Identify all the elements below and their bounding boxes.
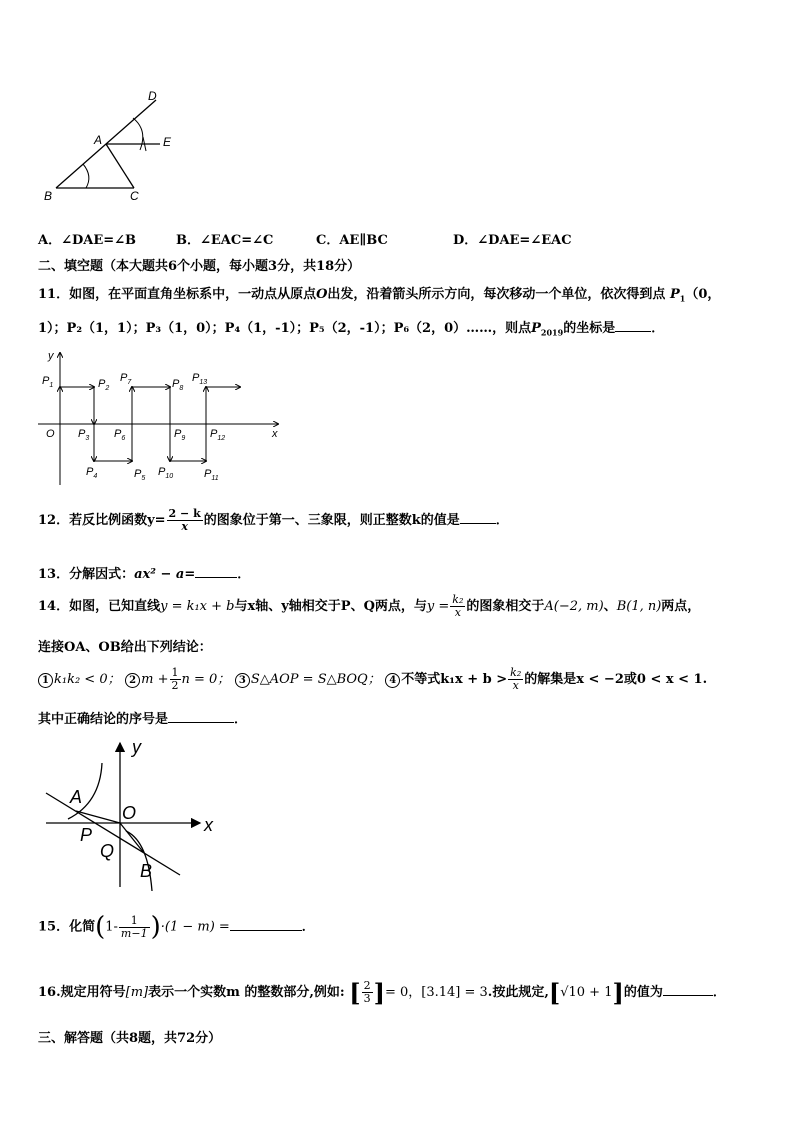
q15-num: 1	[119, 915, 150, 928]
conclusion-4-num: k₂	[510, 666, 522, 679]
hyp-label-y: y	[132, 737, 141, 757]
q11-answer-blank	[615, 319, 651, 332]
q11-line2	[38, 317, 664, 338]
q14-line2: 连接OA、OB给出下列结论：	[38, 640, 212, 655]
q14-text-a: 14．如图，已知直线	[38, 599, 161, 614]
hyp-label-x: x	[204, 815, 213, 835]
q16-post: 的值为	[623, 985, 663, 1000]
q14-hyp-num: k₂	[452, 593, 464, 606]
conclusion-2-fraction	[170, 667, 181, 692]
triangle-figure	[38, 88, 188, 208]
q16-mid: 表示一个实数m 的整数部分,例如:	[148, 985, 345, 1000]
conclusion-2-num: 1	[171, 666, 179, 679]
q11-target: P	[531, 321, 541, 336]
q16-expr-lbracket: [	[548, 978, 561, 1007]
q15-post: ·(1 − m) =	[160, 919, 230, 935]
option-a: A．∠DAE=∠B	[38, 233, 137, 248]
label-p11: $P_{11}$	[204, 468, 219, 482]
label-p4: $P_4$	[86, 466, 98, 480]
conclusion-2-post: n = 0；	[181, 672, 231, 687]
conclusion-3: S△AOP = S△BOQ；	[250, 672, 381, 687]
q14-end: ．	[234, 712, 248, 727]
q15-pre: 15．化简	[38, 919, 96, 935]
label-p2: $P_2$	[98, 378, 110, 392]
q13-end: ．	[237, 567, 251, 582]
conclusion-4-den: x	[512, 679, 519, 692]
q12-numerator: 2 − k	[168, 507, 201, 520]
q14-sep: 、	[603, 599, 617, 614]
hyp-label-q: Q	[100, 841, 115, 861]
conclusion-2-marker: 2	[125, 673, 140, 688]
q11-text2: 1）；P₂（1，1）；P₃（1，0）；P₄（1，-1）；P₅（2，-1）；P₆（2，0）……，则点	[38, 321, 532, 336]
label-p5: $P_5$	[134, 468, 146, 482]
grid-point-labels	[42, 372, 225, 482]
conclusion-4-pre: 不等式k₁x + b >	[401, 672, 508, 687]
label-c: C	[130, 189, 139, 203]
conclusion-1: k₁k₂ < 0；	[54, 672, 121, 687]
q14-hyp-den: x	[454, 606, 461, 619]
label-p13: $P_{13}$	[192, 372, 208, 386]
label-p7: $P_7$	[120, 372, 132, 386]
q13-pre: 13．分解因式：	[38, 567, 135, 582]
label-p1: $P_1$	[42, 375, 54, 389]
q15-lparen: (	[95, 912, 106, 942]
section2-title: 二、填空题（本大题共6个小题，每小题3分，共18分）	[38, 259, 361, 274]
q15-one: 1-	[105, 919, 118, 935]
option-b: B．∠EAC=∠C	[176, 233, 274, 248]
q11-end: ．	[651, 321, 665, 336]
q16-rule: .按此规定,	[487, 985, 549, 1000]
line-ac	[106, 144, 134, 188]
q16-answer-blank	[663, 983, 713, 996]
arc-b	[83, 164, 89, 188]
label-p12: $P_{12}$	[210, 428, 226, 442]
conclusion-3-marker: 3	[235, 673, 250, 688]
option-c: C．AE∥BC	[316, 233, 388, 248]
hyp-label-p: P	[80, 825, 93, 845]
label-a: A	[94, 133, 103, 147]
q11-line1	[38, 283, 720, 304]
q14-text-b: 与x轴、y轴相交于P、Q两点，与	[234, 599, 427, 614]
hyp-label-a: A	[70, 787, 83, 807]
conclusion-4-fraction	[508, 667, 523, 692]
segment-ob	[120, 823, 144, 853]
q15-end: ．	[301, 919, 315, 935]
q14-line4-text: 其中正确结论的序号是	[38, 712, 169, 727]
q15	[38, 912, 315, 942]
line-pq	[46, 793, 180, 875]
label-p3: $P_3$	[78, 428, 90, 442]
q16-ex2: [3.14] = 3	[421, 985, 488, 1000]
q16-expr-rbracket: ]	[612, 978, 624, 1007]
conclusion-4-marker: 4	[385, 673, 400, 688]
hyp-label-b: B	[140, 861, 153, 881]
q12-answer-blank	[460, 511, 496, 524]
q16-ex1-rbracket: ]	[373, 978, 385, 1007]
q11-target-sub: 2019	[540, 327, 564, 338]
q14-line4	[38, 708, 247, 727]
q13	[38, 563, 250, 582]
q14-hyp-fraction	[450, 594, 465, 619]
q16-ex1-val: = 0，	[384, 985, 422, 1000]
label-p6: $P_6$	[114, 428, 126, 442]
q16-expr: √10 + 1	[560, 985, 613, 1000]
q13-answer-blank	[195, 565, 237, 578]
q11-text1b: 出发，沿着箭头所示方向，每次移动一个单位，依次得到点	[327, 287, 666, 302]
q11-origin: O	[316, 287, 328, 302]
section3-title: 三、解答题（共8题，共72分）	[38, 1031, 222, 1046]
q15-fraction	[119, 915, 150, 940]
label-b: B	[44, 189, 53, 203]
q12-post: 的图象位于第一、三象限，则正整数k的值是	[203, 513, 460, 528]
q16-ex1-fraction	[362, 980, 373, 1005]
q14-answer-blank	[168, 710, 234, 723]
q14-point-b: B(1, n)	[616, 599, 662, 614]
label-p10: $P_{10}$	[158, 466, 174, 480]
q16	[38, 978, 726, 1007]
q16-ex1-lbracket: [	[349, 978, 361, 1007]
hyperbola-labels	[69, 737, 214, 881]
grid-path-figure	[38, 345, 288, 490]
q13-expr: ax² − a=	[134, 567, 196, 582]
q12	[38, 508, 509, 533]
hyperbola-figure	[40, 735, 230, 895]
q11-p1: P	[669, 287, 680, 302]
q12-pre: 12．若反比例函数y=	[38, 513, 166, 528]
q11-p1-sub: 1	[679, 293, 686, 304]
origin-label: O	[46, 428, 55, 440]
conclusion-4-post: 的解集是x < −2或0 < x < 1.	[524, 672, 708, 687]
q15-den: m−1	[120, 926, 148, 940]
q11-text2-end: 的坐标是	[563, 321, 616, 336]
segment-oa	[76, 811, 120, 823]
q15-rparen: )	[150, 912, 161, 942]
q16-symbol: [m]	[125, 985, 149, 1000]
q14-point-a: A(−2, m)	[544, 599, 604, 614]
q16-ex1-den: 3	[363, 992, 371, 1005]
conclusion-1-marker: 1	[38, 673, 53, 688]
q14-line1	[38, 594, 700, 619]
label-p9: $P_9$	[174, 428, 186, 442]
label-e: E	[163, 135, 172, 149]
q12-denominator: x	[181, 520, 188, 533]
label-d: D	[148, 89, 157, 103]
option-d: D．∠DAE=∠EAC	[453, 233, 572, 248]
axis-y-label: y	[48, 350, 54, 362]
conclusion-2-pre: m +	[141, 672, 169, 687]
q15-answer-blank	[230, 918, 302, 931]
q14-hyp-pre: y =	[426, 599, 450, 614]
q12-fraction	[167, 508, 203, 533]
q16-pre: 16.规定用符号	[38, 985, 126, 1000]
q11-text1: 11．如图，在平面直角坐标系中，一动点从原点	[38, 287, 317, 302]
q16-ex1-num: 2	[363, 979, 371, 992]
axis-x-label: x	[272, 428, 278, 440]
q14-text-c: 的图象相交于	[466, 599, 545, 614]
q11-p1-coord: （0，	[685, 287, 721, 302]
q14-line-eq: y = k₁x + b	[160, 599, 235, 614]
q12-end: ．	[495, 513, 509, 528]
q14-text-d: 两点，	[661, 599, 701, 614]
q16-end: ．	[712, 985, 726, 1000]
conclusion-2-den: 2	[171, 679, 179, 692]
hyp-label-o: O	[122, 803, 137, 823]
q14-line3	[38, 667, 707, 692]
arc-a	[133, 118, 143, 150]
label-p8: $P_8$	[172, 378, 184, 392]
